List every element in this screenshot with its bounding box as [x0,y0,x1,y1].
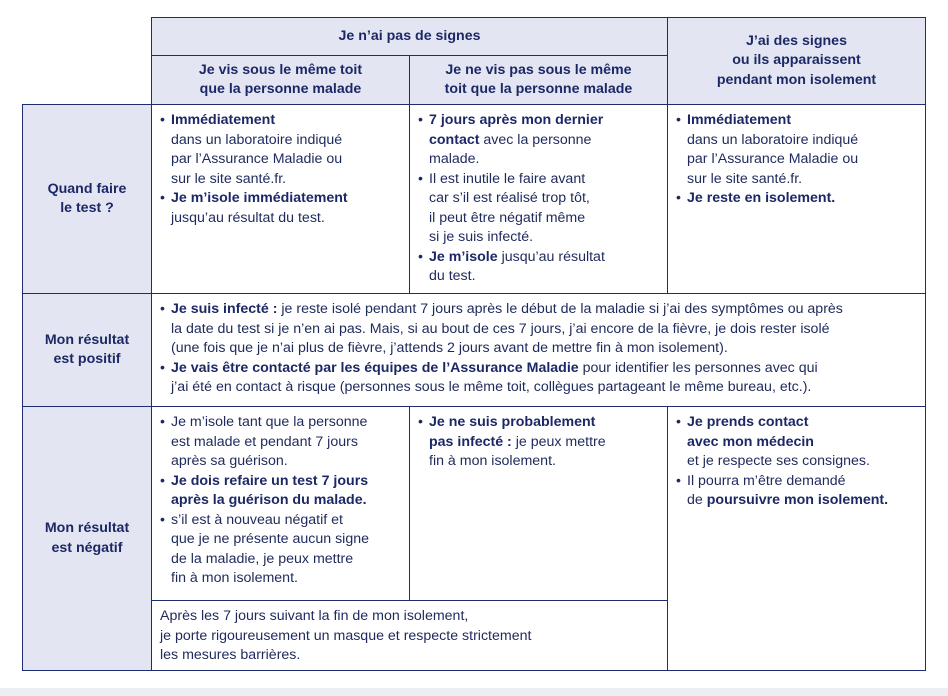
emphasis: Immédiatement [687,112,792,128]
list-item [160,511,401,589]
item-text: et je respecte ses consignes. [687,453,870,469]
emphasis: Immédiatement [171,112,276,128]
emphasis: Je ne suis probablement pas infecté : [429,414,596,450]
row-header-negative-label: Mon résultat est négatif [44,520,130,556]
negative-note-cell [151,600,668,671]
emphasis: Je m’isole immédiatement [171,190,348,206]
list-item [676,189,917,209]
emphasis: Je vais être contacté par les équipes de l’Assurance Maladie [171,359,579,376]
header-same-roof [151,55,410,105]
item-text: s’il est à nouveau négatif et que je ne présente aucun signe de la maladie, je peux mettre fin à mon isolement. [171,511,369,586]
item-text: dans un laboratoire indiqué par l’Assurance Maladie ou sur le site santé.fr. [171,131,343,187]
when-not-same-roof-cell [409,104,668,294]
when-signs-cell [667,104,926,294]
list-item [418,170,659,248]
list-item [160,413,401,472]
negative-same-roof-cell [151,406,410,601]
item-text: je peux mettre fin à mon isolement. [429,433,606,469]
emphasis: Je dois refaire un test 7 jours après la guérison du malade. [171,472,369,508]
emphasis: Je prends contact avec mon médecin [687,414,814,450]
header-signs-label: J’ai des signes ou ils apparaissent pendant mon isolement [716,32,877,88]
item-text: Il est inutile le faire avant car s’il est réalisé trop tôt, il peut être négatif même si je suis infecté. [429,170,590,245]
list-item [418,413,659,472]
row-header-negative [22,406,152,671]
header-not-same-roof [409,55,668,105]
list-item [160,111,401,189]
positive-cell [151,293,926,407]
item-text: jusqu’au résultat du test. [429,248,605,284]
item-text: Je m’isole tant que la personne est malade et pendant 7 jours après sa guérison. [171,414,368,469]
row-header-positive-label: Mon résultat est positif [44,331,130,367]
row-header-when-test [22,104,152,294]
header-same-roof-label: Je vis sous le même toit que la personne malade [198,61,363,97]
isolation-table [22,17,926,671]
list-item [160,300,917,359]
list-item [160,359,917,398]
emphasis: 7 jours après mon dernier contact [429,112,604,148]
list-item [160,472,401,511]
list-item [676,111,917,189]
row-header-when-test-label: Quand faire le test ? [47,180,127,216]
list-item [418,248,659,287]
emphasis: Je m’isole [429,248,498,265]
header-no-signs [151,17,668,56]
negative-signs-cell [667,406,926,671]
item-text: je reste isolé pendant 7 jours après le début de la maladie si j’ai des symptômes ou après la date du test si je n’en ai pas. Mais, si au bout de ces 7 jours, j’ai encore de la fièvre, je dois rester isolé (une fois que je n’ai plus de fièvre, j’attends 2 jours avant de mettre fin à mon isolement). [171,301,843,356]
item-text: dans un laboratoire indiqué par l’Assurance Maladie ou sur le site santé.fr. [687,131,859,187]
negative-note-text: Après les 7 jours suivant la fin de mon isolement, je porte rigoureusement un masque et respecte strictement les mesures barrières. [160,608,532,663]
when-same-roof-cell [151,104,410,294]
negative-not-same-roof-cell [409,406,668,601]
header-no-signs-label: Je n’ai pas de signes [338,27,481,44]
emphasis: Je reste en isolement. [687,190,836,206]
header-not-same-roof-label: Je ne vis pas sous le même toit que la personne malade [444,61,633,97]
list-item [676,472,917,511]
item-text: Il pourra m’être demandé de [687,472,846,508]
list-item [418,111,659,170]
item-text: jusqu’au résultat du test. [171,209,325,226]
row-header-positive [22,293,152,407]
header-signs [667,17,926,105]
emphasis: poursuivre mon isolement. [706,492,889,508]
item-text: avec la personne malade. [429,131,592,167]
item-text: pour identifier les personnes avec qui j’ai été en contact à risque (personnes sous le même toit, collègues partageant le même bureau, etc.). [171,359,818,395]
list-item [676,413,917,472]
bottom-divider [0,688,948,696]
emphasis: Je suis infecté : [171,301,278,317]
list-item [160,189,401,228]
